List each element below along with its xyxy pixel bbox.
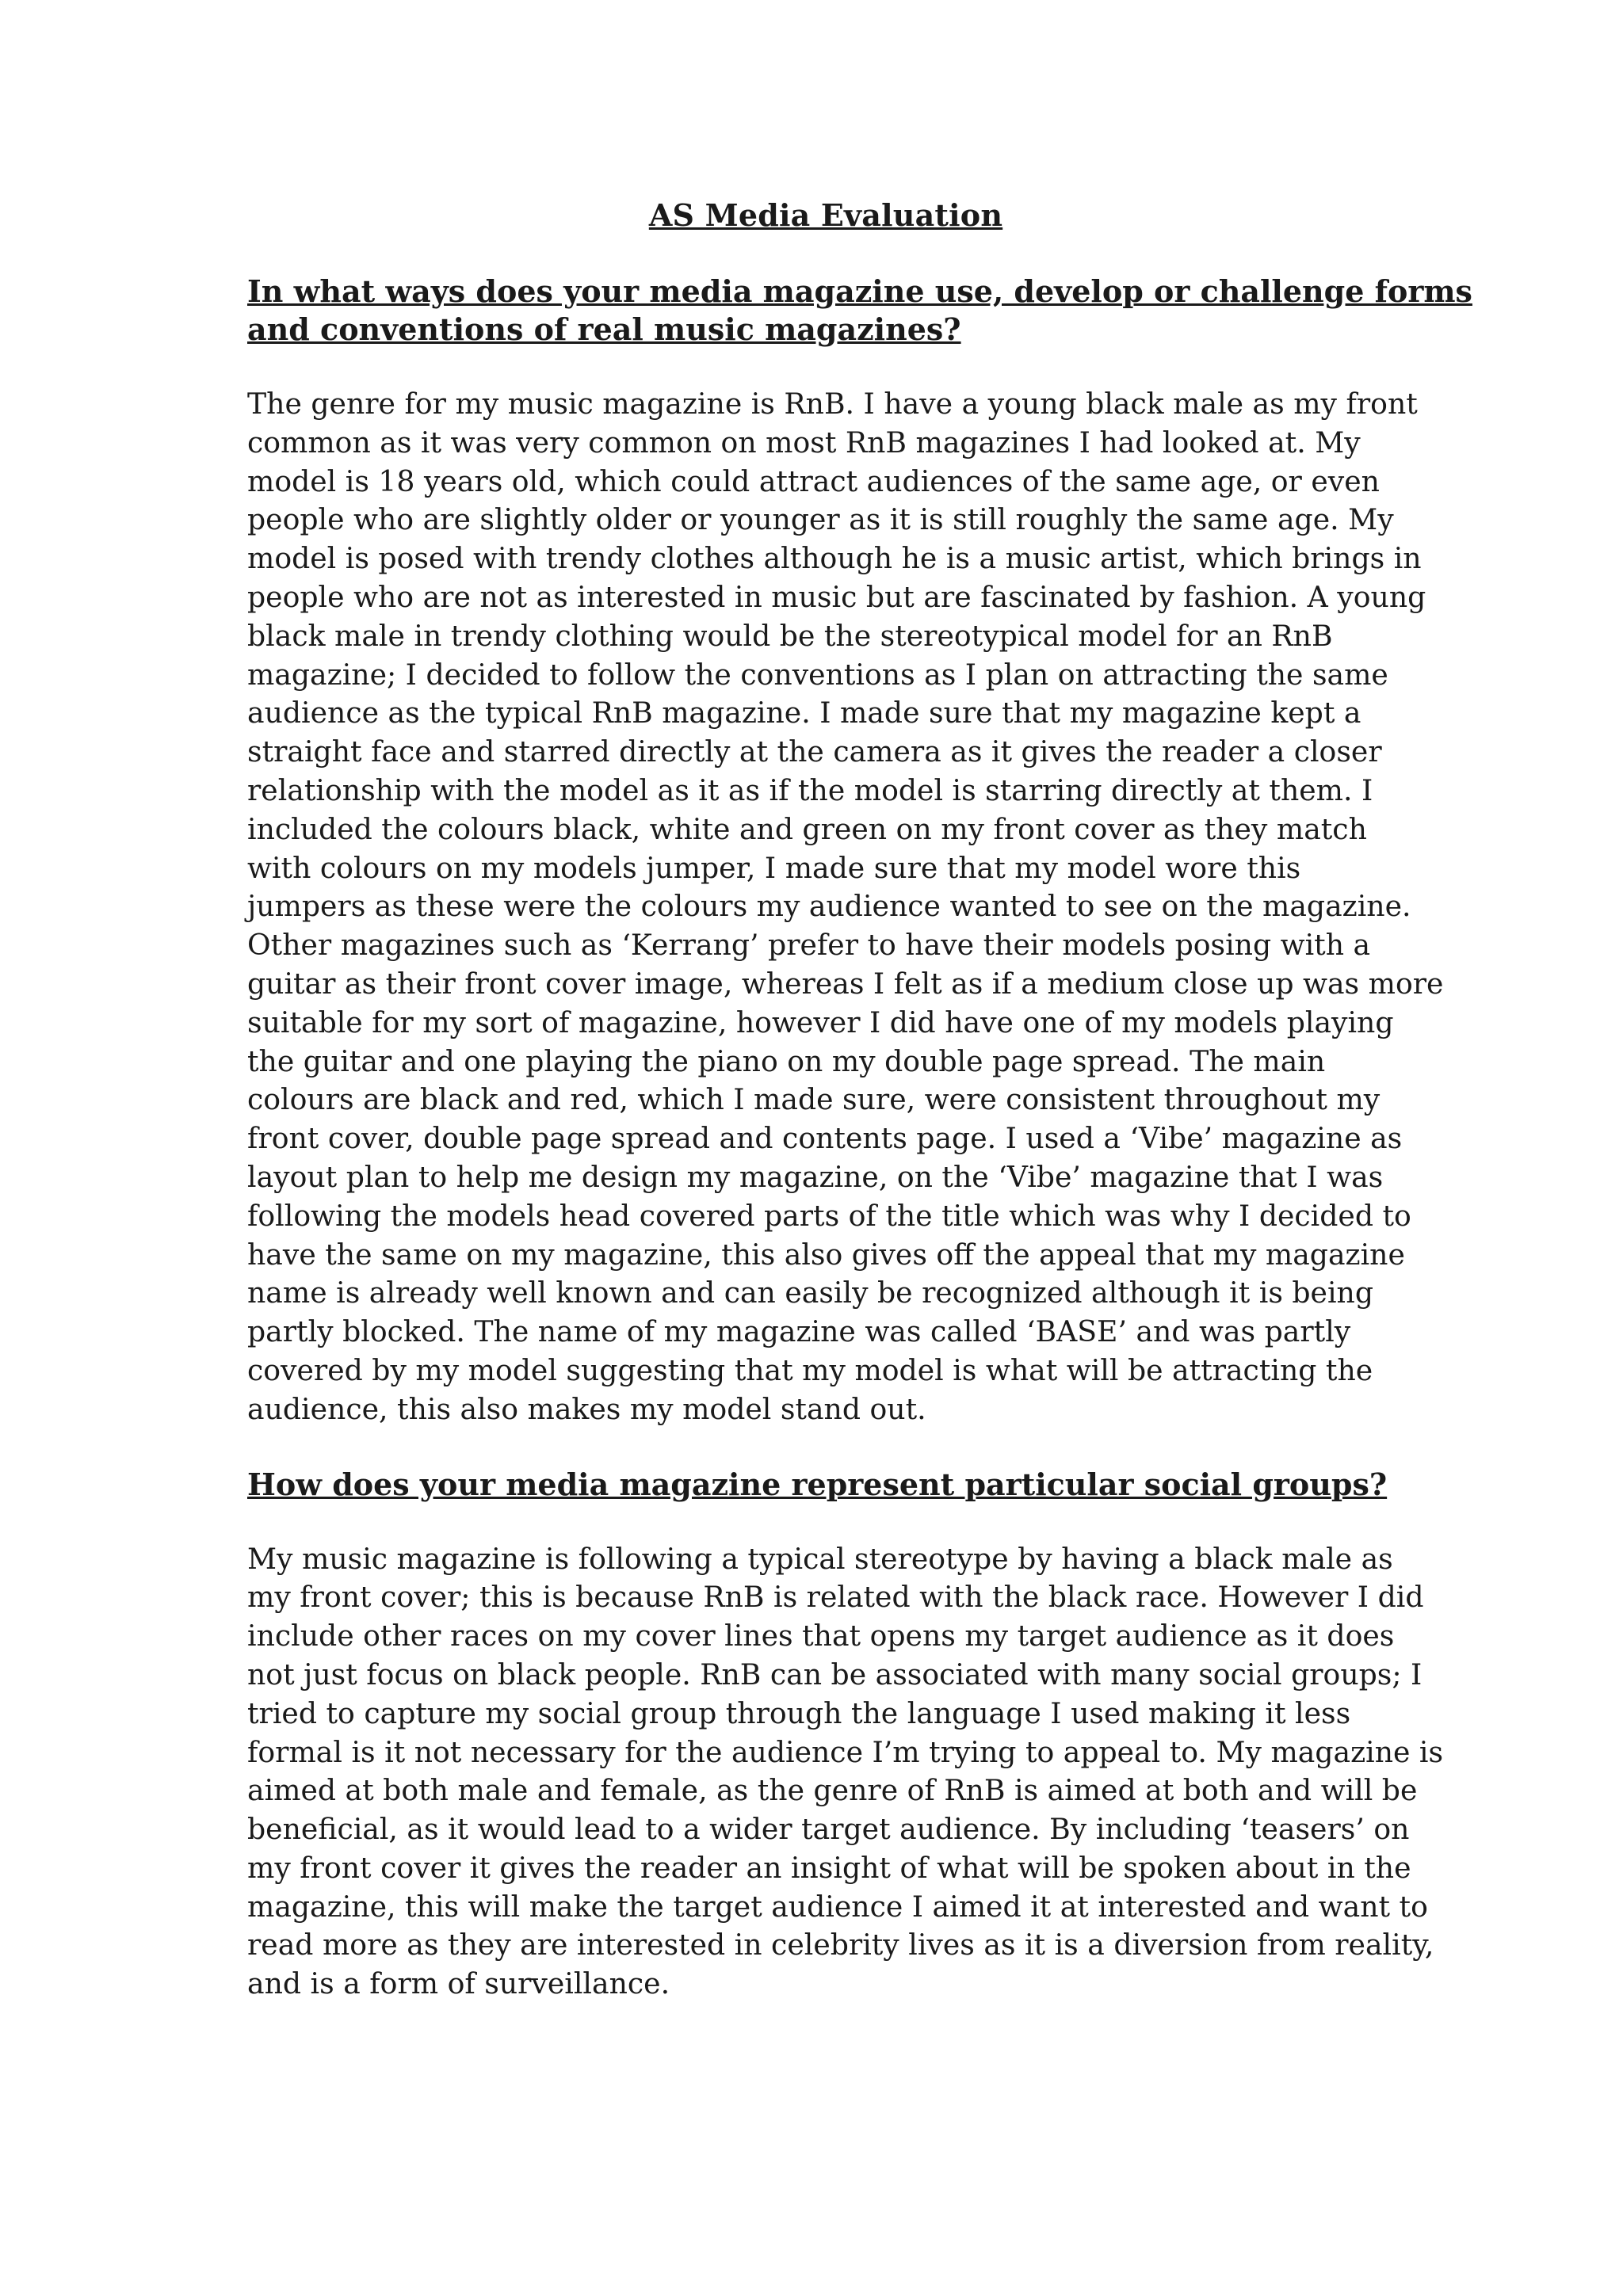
paragraph-line: front cover, double page spread and contents page. I used a ‘Vibe’ magazine as: [247, 1121, 1403, 1156]
paragraph-line: and is a form of surveillance.: [247, 1966, 670, 2001]
paragraph-line: model is 18 years old, which could attract audiences of the same age, or even: [247, 463, 1380, 498]
paragraph-line: name is already well known and can easily be recognized although it is being: [247, 1276, 1374, 1310]
body-paragraph: [247, 385, 1444, 1429]
paragraph-line: colours are black and red, which I made sure, were consistent throughout my: [247, 1082, 1381, 1117]
document-page: [247, 196, 1472, 2040]
paragraph-line: tried to capture my social group through the language I used making it less: [247, 1695, 1351, 1730]
paragraph-line: relationship with the model as it as if the model is starring directly at them. I: [247, 772, 1373, 807]
paragraph-line: beneficial, as it would lead to a wider target audience. By including ‘teasers’ on: [247, 1812, 1410, 1847]
paragraph-line: Other magazines such as ‘Kerrang’ prefer to have their models posing with a: [247, 928, 1371, 963]
paragraph-line: suitable for my sort of magazine, however I did have one of my models playing: [247, 1005, 1394, 1039]
paragraph-line: common as it was very common on most RnB magazines I had looked at. My: [247, 425, 1361, 460]
body-paragraph: [247, 1540, 1444, 2004]
paragraph-line: aimed at both male and female, as the genre of RnB is aimed at both and will be: [247, 1773, 1418, 1808]
section-forms-and-conventions: [247, 273, 1472, 1429]
paragraph-line: magazine; I decided to follow the conventions as I plan on attracting the same: [247, 657, 1388, 692]
paragraph-line: with colours on my models jumper, I made sure that my model wore this: [247, 850, 1301, 885]
paragraph-line: have the same on my magazine, this also gives off the appeal that my magazine: [247, 1237, 1405, 1272]
paragraph-line: read more as they are interested in celebrity lives as it is a diversion from reality,: [247, 1928, 1434, 1962]
question-heading: [247, 1466, 1404, 1504]
paragraph-line: people who are slightly older or younger as it is still roughly the same age. My: [247, 502, 1394, 537]
paragraph-line: magazine, this will make the target audience I aimed it at interested and want to: [247, 1889, 1428, 1924]
paragraph-line: included the colours black, white and green on my front cover as they match: [247, 811, 1367, 846]
section-social-groups: [247, 1466, 1444, 2004]
paragraph-line: formal is it not necessary for the audience I’m trying to appeal to. My magazine is: [247, 1734, 1444, 1769]
paragraph-line: following the models head covered parts of the title which was why I decided to: [247, 1198, 1411, 1233]
paragraph-line: partly blocked. The name of my magazine was called ‘BASE’ and was partly: [247, 1314, 1351, 1349]
paragraph-line: not just focus on black people. RnB can be associated with many social groups; I: [247, 1657, 1423, 1691]
paragraph-line: model is posed with trendy clothes although he is a music artist, which brings in: [247, 541, 1422, 576]
question-line: In what ways does your media magazine use, develop or challenge forms: [247, 273, 1472, 309]
paragraph-line: include other races on my cover lines that opens my target audience as it does: [247, 1619, 1395, 1653]
paragraph-line: people who are not as interested in music but are fascinated by fashion. A young: [247, 579, 1426, 614]
paragraph-line: guitar as their front cover image, whereas I felt as if a medium close up was more: [247, 966, 1444, 1001]
paragraph-line: layout plan to help me design my magazine, on the ‘Vibe’ magazine that I was: [247, 1159, 1384, 1194]
paragraph-line: my front cover it gives the reader an insight of what will be spoken about in the: [247, 1850, 1411, 1885]
paragraph-line: the guitar and one playing the piano on my double page spread. The main: [247, 1043, 1326, 1078]
page-title: AS Media Evaluation: [648, 197, 1003, 233]
paragraph-line: straight face and starred directly at the camera as it gives the reader a closer: [247, 734, 1382, 769]
paragraph-line: covered by my model suggesting that my model is what will be attracting the: [247, 1352, 1373, 1387]
question-heading: [247, 273, 1472, 349]
paragraph-line: audience as the typical RnB magazine. I made sure that my magazine kept a: [247, 696, 1361, 730]
question-line: and conventions of real music magazines?: [247, 311, 961, 347]
paragraph-line: jumpers as these were the colours my audience wanted to see on the magazine.: [247, 889, 1411, 924]
paragraph-line: The genre for my music magazine is RnB. I have a young black male as my front: [247, 387, 1418, 421]
paragraph-line: audience, this also makes my model stand out.: [247, 1391, 926, 1426]
paragraph-line: My music magazine is following a typical stereotype by having a black male as: [247, 1541, 1393, 1576]
paragraph-line: my front cover; this is because RnB is related with the black race. However I did: [247, 1580, 1424, 1615]
question-line: How does your media magazine represent particular social groups?: [247, 1466, 1388, 1502]
paragraph-line: black male in trendy clothing would be the stereotypical model for an RnB: [247, 618, 1333, 653]
